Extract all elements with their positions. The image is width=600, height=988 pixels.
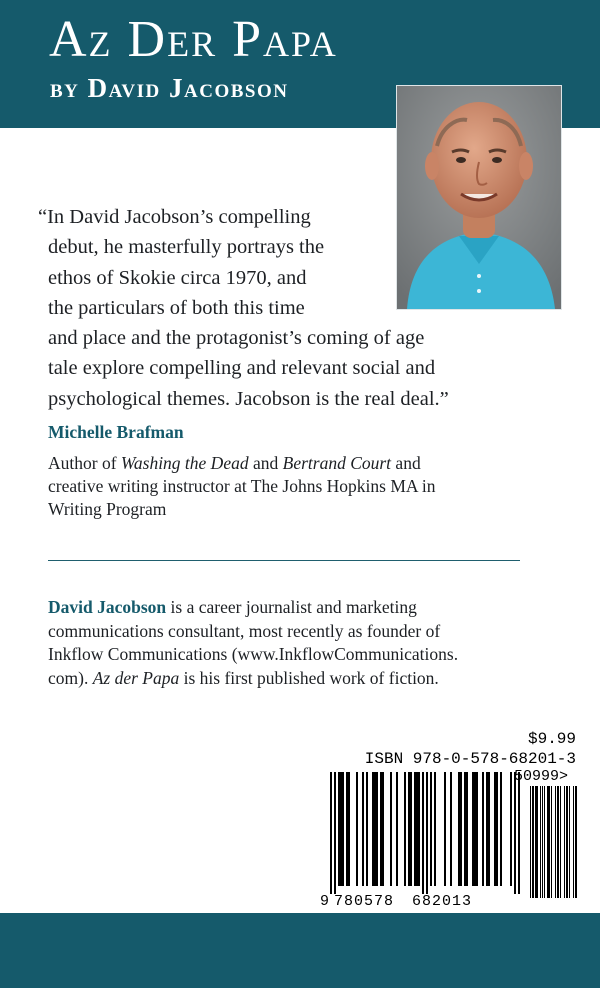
barcode-bar (372, 772, 374, 886)
footer-band (0, 913, 600, 988)
addon-bar (566, 786, 567, 898)
barcode-bar (496, 772, 498, 886)
quote-line: the particulars of both this time (48, 296, 305, 319)
barcode-bar (340, 772, 342, 886)
barcode-bar (426, 772, 428, 894)
barcode-bar (482, 772, 484, 886)
addon-bar (549, 786, 550, 898)
bio-line: Inkflow Communications (www.InkflowCommunications. (48, 644, 459, 664)
barcode-bar (346, 772, 348, 886)
barcode-bar (458, 772, 460, 886)
barcode-addon-digits: 50999> (514, 768, 569, 785)
isbn-barcode (318, 768, 582, 908)
addon-bar (558, 786, 559, 898)
barcode-bar (450, 772, 452, 886)
credentials-line: Writing Program (48, 499, 167, 519)
addon-bar (542, 786, 543, 898)
barcode-bar (488, 772, 490, 886)
review-quote (38, 202, 558, 414)
barcode-bar (500, 772, 502, 886)
book-title: Az Der Papa (49, 11, 338, 68)
quote-line: debut, he masterfully portrays the (48, 236, 325, 259)
addon-bar (540, 786, 541, 898)
addon-bar (532, 786, 533, 898)
addon-bar (555, 786, 556, 898)
bio-text: com). (48, 667, 93, 688)
credentials-text: and (391, 453, 421, 473)
barcode-bar (510, 772, 512, 886)
addon-bar (564, 786, 565, 898)
quote-line: psychological themes. Jacobson is the real deal.” (48, 387, 449, 410)
barcode-bar (514, 772, 516, 894)
author-byline: by David Jacobson (50, 73, 289, 103)
credentials-line: creative writing instructor at The Johns Hopkins MA in (48, 476, 436, 496)
addon-bar (536, 786, 537, 898)
barcode-bar (404, 772, 406, 886)
barcode-group2: 682013 (412, 893, 473, 908)
barcode-bar (414, 772, 416, 886)
addon-bar (569, 786, 570, 898)
barcode-bar (376, 772, 378, 886)
addon-bar (547, 786, 548, 898)
barcode-bar (418, 772, 420, 886)
barcode-bar (390, 772, 392, 886)
isbn-label: ISBN 978-0-578-68201-3 (364, 750, 576, 768)
barcode-bar (330, 772, 332, 894)
addon-bar (573, 786, 574, 898)
bio-text: is a career journalist and marketing (166, 597, 417, 617)
barcode-bar (474, 772, 476, 886)
barcode-bar (430, 772, 432, 886)
addon-bar (533, 786, 534, 898)
quote-line: tale explore compelling and relevant social and (48, 357, 436, 380)
addon-bar (544, 786, 545, 898)
quote-line: ethos of Skokie circa 1970, and (48, 266, 307, 289)
credentials-text: and (248, 453, 283, 473)
barcode-bar (434, 772, 436, 886)
quote-line: “In David Jacobson’s compelling (38, 206, 311, 228)
section-divider (48, 560, 520, 561)
barcode-bar (486, 772, 488, 886)
bio-line: communications consultant, most recently as founder of (48, 620, 441, 641)
barcode-bar (444, 772, 446, 886)
bio-author-name: David Jacobson (48, 597, 167, 617)
barcode-bar (338, 772, 340, 886)
barcode-bar (382, 772, 384, 886)
bio-line (48, 667, 568, 691)
credentials-text: Author of (48, 453, 121, 473)
addon-bars (530, 786, 577, 898)
bio-book-title: Az der Papa (92, 667, 180, 688)
addon-bar (535, 786, 536, 898)
barcode-bar (366, 772, 368, 886)
barcode-bar (396, 772, 398, 886)
barcode-bar (518, 772, 520, 894)
barcode-bar (348, 772, 350, 886)
addon-bar (576, 786, 577, 898)
addon-bar (575, 786, 576, 898)
addon-bar (567, 786, 568, 898)
quote-line: and place and the protagonist’s coming of age (48, 327, 425, 350)
price-label: $9.99 (527, 730, 576, 748)
addon-bar (537, 786, 538, 898)
ean-bars (330, 772, 520, 894)
barcode-bar (362, 772, 364, 886)
barcode-bar (422, 772, 424, 894)
barcode-bar (410, 772, 412, 886)
barcode-bar (494, 772, 496, 886)
barcode-bar (472, 772, 474, 886)
addon-bar (548, 786, 549, 898)
bio-line (48, 596, 568, 620)
barcode-bar (380, 772, 382, 886)
barcode-bar (342, 772, 344, 886)
barcode-bar (476, 772, 478, 886)
reviewer-name: Michelle Brafman (48, 422, 184, 442)
addon-bar (560, 786, 561, 898)
barcode-group1: 780578 (334, 893, 395, 908)
barcode-lead-digit: 9 (320, 893, 330, 908)
book-title-washing-the-dead: Washing the Dead (120, 453, 249, 473)
addon-bar (557, 786, 558, 898)
barcode-bar (416, 772, 418, 886)
barcode-bar (334, 772, 336, 894)
addon-bar (551, 786, 552, 898)
barcode-bar (464, 772, 466, 886)
bio-text: is his first published work of fiction. (179, 667, 439, 688)
credentials-line (48, 452, 568, 475)
barcode-bar (466, 772, 468, 886)
barcode-bar (460, 772, 462, 886)
barcode-bar (374, 772, 376, 886)
author-bio (48, 596, 568, 690)
barcode-bar (408, 772, 410, 886)
barcode-bar (356, 772, 358, 886)
book-title-bertrand-court: Bertrand Court (282, 453, 392, 473)
addon-bar (530, 786, 531, 898)
reviewer-credentials (48, 452, 568, 521)
